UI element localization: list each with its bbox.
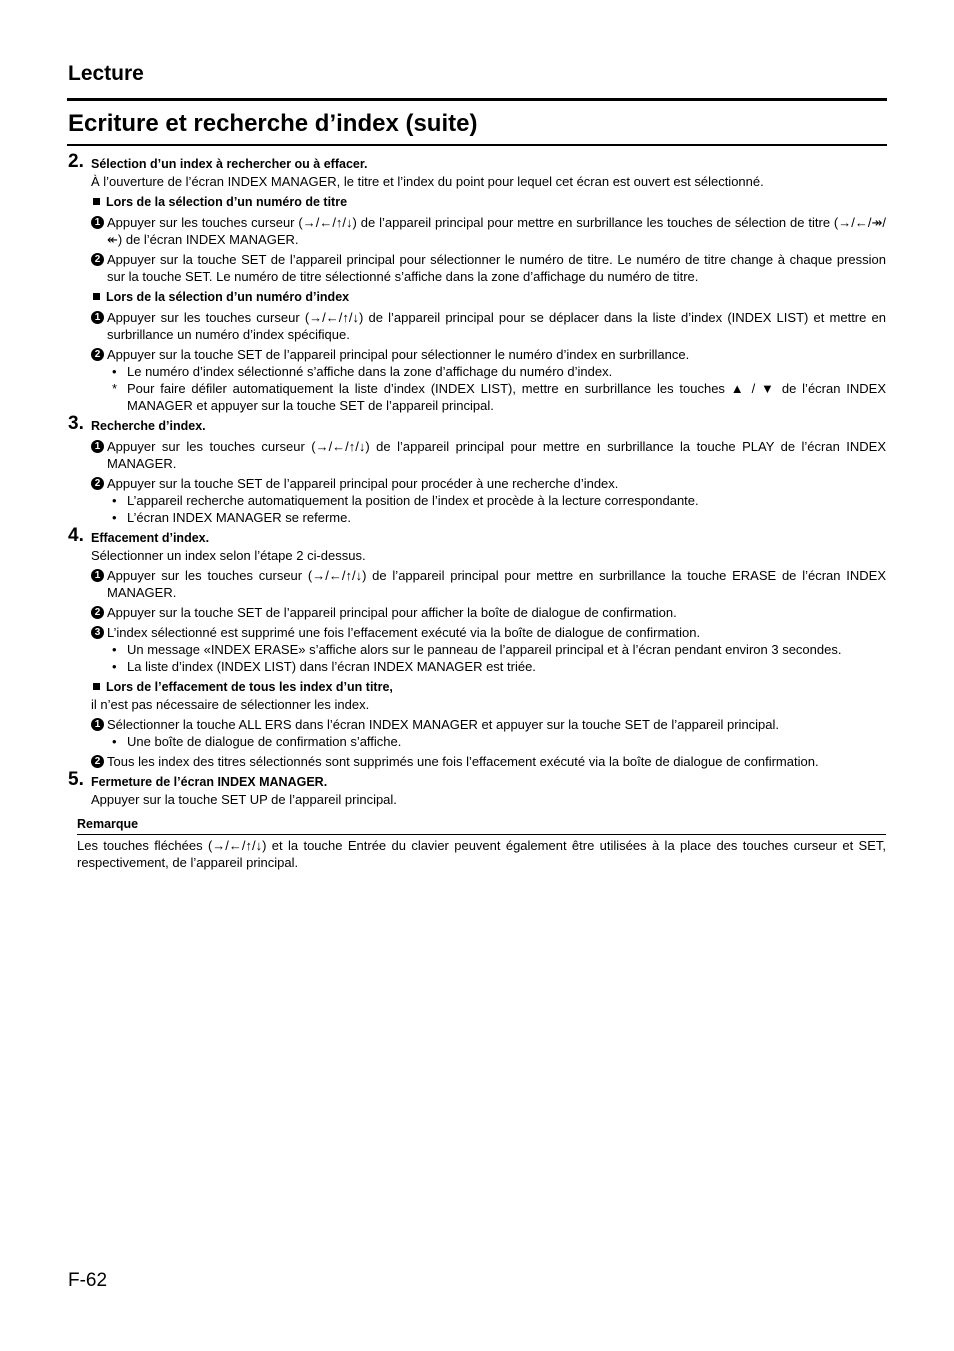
bullet-item: [68, 658, 886, 675]
list-item-text: Appuyer sur les touches curseur (→/←/↑/↓) de l’appareil principal pour mettre en surbrillance la touche ERASE de l’écran INDEX MANAGER.: [107, 568, 886, 600]
circled-number-icon: 1: [91, 216, 104, 229]
list-item-text: Appuyer sur la touche SET de l’appareil principal pour procéder à une recherche d’index.: [107, 476, 619, 491]
bullet-item: [68, 380, 886, 414]
list-item: [68, 251, 886, 285]
asterisk-icon: *: [112, 381, 118, 396]
circled-number-icon: 2: [91, 348, 104, 361]
subheading: [68, 678, 886, 696]
step-intro: À l’ouverture de l’écran INDEX MANAGER, le titre et l’index du point pour lequel cet écran est ouvert est sélectionné.: [91, 174, 764, 189]
document-body: [68, 152, 886, 871]
list-item-text: Tous les index des titres sélectionnés sont supprimés une fois l’effacement exécuté via la boîte de dialogue de confirmation.: [107, 754, 819, 769]
bullet-icon: •: [112, 493, 117, 508]
subheading-note: il n’est pas nécessaire de sélectionner les index.: [91, 697, 370, 712]
list-item: [68, 624, 886, 641]
list-item-text: Appuyer sur la touche SET de l’appareil principal pour sélectionner le numéro d’index en surbrillance.: [107, 347, 690, 362]
list-item: [68, 438, 886, 472]
list-item: [68, 604, 886, 621]
list-item: [68, 214, 886, 248]
step-3: [68, 413, 886, 435]
step-number: 4.: [68, 525, 84, 546]
remark-box: [77, 816, 886, 871]
circled-number-icon: 2: [91, 253, 104, 266]
subheading: [68, 288, 886, 306]
square-bullet-icon: [93, 683, 100, 690]
list-item: [68, 475, 886, 492]
bullet-icon: •: [112, 510, 117, 525]
circled-number-icon: 2: [91, 755, 104, 768]
step-4: [68, 525, 886, 547]
circled-number-icon: 1: [91, 440, 104, 453]
step-number: 5.: [68, 769, 84, 790]
remark-text: Les touches fléchées (→/←/↑/↓) et la touche Entrée du clavier peuvent également être utilisées à la place des touches curseur et SET, respectivement, de l’appareil principal.: [77, 838, 886, 870]
page-number: F-62: [68, 1270, 108, 1291]
title-rule: [67, 144, 887, 146]
header-rule: [67, 98, 887, 101]
subheading-text: Lors de l’effacement de tous les index d’un titre,: [106, 680, 393, 694]
step-intro: Sélectionner un index selon l’étape 2 ci-dessus.: [91, 548, 366, 563]
list-item: [68, 346, 886, 363]
circled-number-icon: 1: [91, 569, 104, 582]
list-item-text: Appuyer sur la touche SET de l’appareil principal pour afficher la boîte de dialogue de confirmation.: [107, 605, 677, 620]
list-item-text: Appuyer sur les touches curseur (→/←/↑/↓) de l’appareil principal pour se déplacer dans la liste d’index (INDEX LIST) et mettre en surbrillance un numéro d’index spécifique.: [107, 310, 886, 342]
bullet-text: La liste d’index (INDEX LIST) dans l’écran INDEX MANAGER est triée.: [127, 659, 536, 674]
bullet-item: [68, 492, 886, 509]
bullet-text: Une boîte de dialogue de confirmation s’affiche.: [127, 734, 402, 749]
bullet-icon: •: [112, 659, 117, 674]
step-number: 3.: [68, 413, 84, 434]
step-title: Fermeture de l’écran INDEX MANAGER.: [91, 775, 328, 789]
circled-number-icon: 2: [91, 477, 104, 490]
list-item-text: Appuyer sur les touches curseur (→/←/↑/↓) de l’appareil principal pour mettre en surbrillance les touches de sélection de titre (→/←/↠/↞) de l’écran INDEX MANAGER.: [107, 215, 886, 247]
step-title: Sélection d’un index à rechercher ou à effacer.: [91, 157, 368, 171]
bullet-text: Pour faire défiler automatiquement la liste d’index (INDEX LIST), mettre en surbrillance les touches ▲ / ▼ de l’écran INDEX MANAGER et appuyer sur la touche SET de l’appareil principal.: [127, 381, 886, 413]
list-item: [68, 716, 886, 733]
step-title: Effacement d’index.: [91, 531, 210, 545]
circled-number-icon: 2: [91, 606, 104, 619]
list-item-text: L’index sélectionné est supprimé une fois l’effacement exécuté via la boîte de dialogue de confirmation.: [107, 625, 701, 640]
bullet-text: L’écran INDEX MANAGER se referme.: [127, 510, 351, 525]
bullet-item: [68, 733, 886, 750]
bullet-text: Un message «INDEX ERASE» s’affiche alors sur le panneau de l’appareil principal et à l’écran pendant environ 3 secondes.: [127, 642, 842, 657]
subheading-text: Lors de la sélection d’un numéro de titre: [106, 195, 348, 209]
circled-number-icon: 1: [91, 311, 104, 324]
bullet-item: [68, 641, 886, 658]
list-item: [68, 753, 886, 770]
subheading-text: Lors de la sélection d’un numéro d’index: [106, 290, 350, 304]
list-item-text: Appuyer sur la touche SET de l’appareil principal pour sélectionner le numéro de titre. Le numéro de titre change à chaque pression sur la touche SET. Le numéro de titre sélectionné s’affiche dans la zone d’affichage du numéro de titre.: [107, 252, 886, 284]
page-title: Ecriture et recherche d’index (suite): [68, 110, 478, 137]
bullet-text: L’appareil recherche automatiquement la position de l’index et procède à la lecture correspondante.: [127, 493, 699, 508]
circled-number-icon: 1: [91, 718, 104, 731]
section-label: Lecture: [68, 62, 144, 85]
list-item: [68, 567, 886, 601]
bullet-icon: •: [112, 734, 117, 749]
bullet-item: [68, 509, 886, 526]
step-2: [68, 151, 886, 173]
remark-heading: Remarque: [77, 816, 886, 835]
bullet-icon: •: [112, 642, 117, 657]
step-intro: Appuyer sur la touche SET UP de l’appareil principal.: [91, 792, 397, 807]
subheading: [68, 193, 886, 211]
list-item-text: Appuyer sur les touches curseur (→/←/↑/↓) de l’appareil principal pour mettre en surbrillance la touche PLAY de l’écran INDEX MANAGER.: [107, 439, 886, 471]
bullet-icon: •: [112, 364, 117, 379]
square-bullet-icon: [93, 293, 100, 300]
square-bullet-icon: [93, 198, 100, 205]
step-5: [68, 769, 886, 791]
list-item-text: Sélectionner la touche ALL ERS dans l’écran INDEX MANAGER et appuyer sur la touche SET de l’appareil principal.: [107, 717, 780, 732]
step-number: 2.: [68, 151, 84, 172]
circled-number-icon: 3: [91, 626, 104, 639]
step-title: Recherche d’index.: [91, 419, 206, 433]
list-item: [68, 309, 886, 343]
bullet-item: [68, 363, 886, 380]
bullet-text: Le numéro d’index sélectionné s’affiche dans la zone d’affichage du numéro d’index.: [127, 364, 613, 379]
